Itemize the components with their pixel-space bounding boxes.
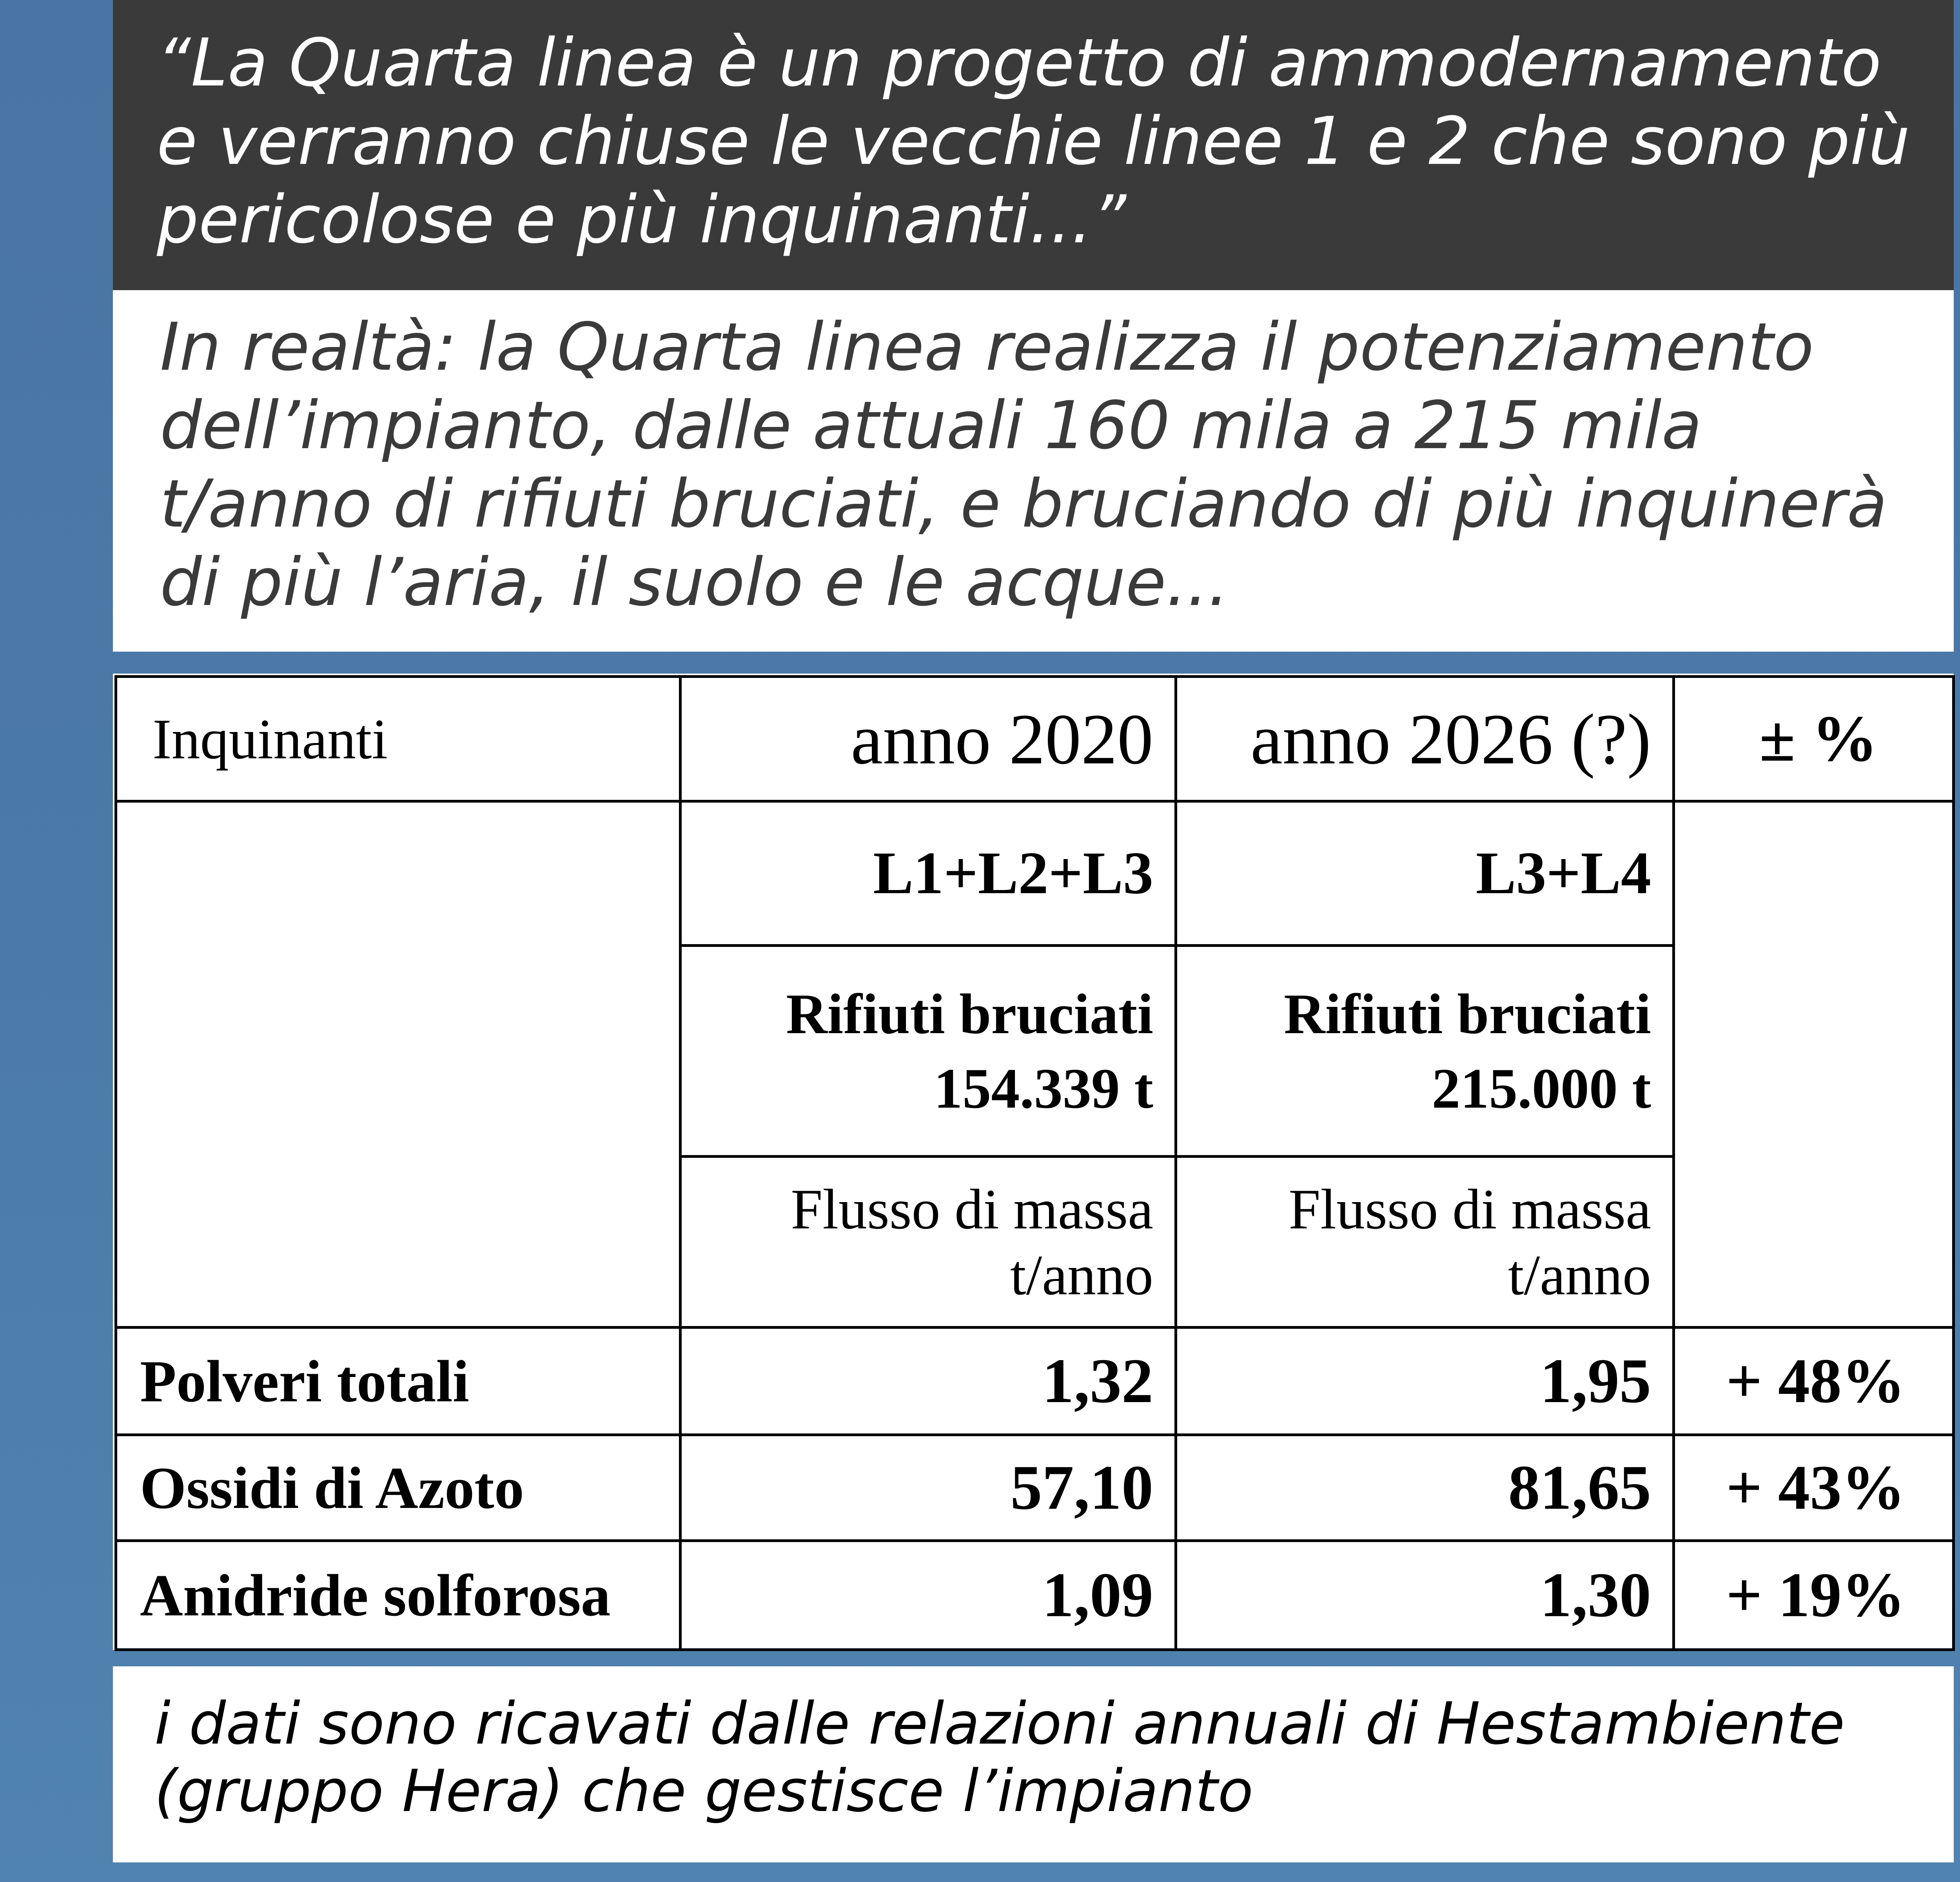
pollutant-name: Polveri totali	[116, 1328, 681, 1435]
reality-text: In realtà: la Quarta linea realizza il potenziamento dell’impianto, dalle attuali 160 mila a 215 mila t/anno di rifiuti bruciati, e bruciando di più inquinerà di più l’aria, il suolo e le acque...	[160, 309, 1887, 621]
reality-box	[113, 290, 1954, 652]
mass-flux-2026: Flusso di massa t/anno	[1176, 1157, 1674, 1328]
pollutants-table-panel	[113, 674, 1954, 1650]
source-note-text: i dati sono ricavati dalle relazioni annuali di Hestambiente (gruppo Hera) che gestisce l’impianto	[154, 1690, 1845, 1825]
empty-pct-cell	[1674, 801, 1954, 1328]
pollutant-name: Ossidi di Azoto	[116, 1435, 681, 1541]
quote-box	[113, 0, 1954, 290]
waste-burned-2020: Rifiuti bruciati 154.339 t	[681, 946, 1176, 1157]
table-row	[116, 1541, 1954, 1650]
table-header-row	[116, 677, 1954, 801]
pollutant-name: Anidride solforosa	[116, 1541, 681, 1650]
waste-burned-2026: Rifiuti bruciati 215.000 t	[1176, 946, 1674, 1157]
percent-change: + 19%	[1674, 1541, 1954, 1650]
pollutants-table	[114, 675, 1955, 1651]
header-year-2020: anno 2020	[681, 677, 1176, 801]
empty-label-cell	[116, 801, 681, 1328]
header-year-2026: anno 2026 (?)	[1176, 677, 1674, 801]
quote-text: “La Quarta linea è un progetto di ammodernamento e verranno chiuse le vecchie linee 1 e 2 che sono più pericolose e più inquinanti...”	[157, 24, 1910, 258]
percent-change: + 48%	[1674, 1328, 1954, 1435]
source-note-box	[113, 1666, 1954, 1862]
mass-flux-2020: Flusso di massa t/anno	[681, 1157, 1176, 1328]
lines-2020: L1+L2+L3	[681, 801, 1176, 946]
header-pollutants: Inquinanti	[116, 677, 681, 801]
lines-2026: L3+L4	[1176, 801, 1674, 946]
value-2026: 1,30	[1176, 1541, 1674, 1650]
value-2020: 57,10	[681, 1435, 1176, 1541]
table-row	[116, 1328, 1954, 1435]
table-lines-row	[116, 801, 1954, 946]
value-2020: 1,32	[681, 1328, 1176, 1435]
header-percent-change: ± %	[1674, 677, 1954, 801]
table-row	[116, 1435, 1954, 1541]
value-2020: 1,09	[681, 1541, 1176, 1650]
value-2026: 81,65	[1176, 1435, 1674, 1541]
percent-change: + 43%	[1674, 1435, 1954, 1541]
value-2026: 1,95	[1176, 1328, 1674, 1435]
